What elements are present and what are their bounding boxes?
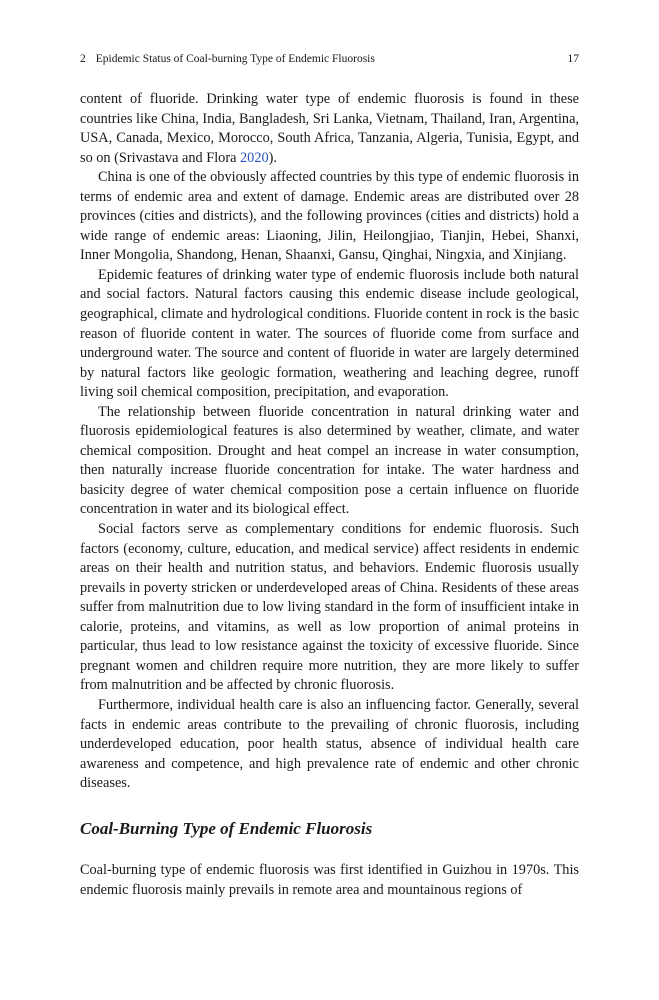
paragraph-3: Epidemic features of drinking water type of endemic fluorosis include both natural and social factors. Natural factors causing this endemic disease include geological, geographical, climate and hydrological conditions. Fluoride content in rock is the basic reason of fluoride content in water. The sources of fluoride come from surface and underground water. The source and content of fluoride in water are largely determined by natural factors like geologic formation, weathering and leaching degree, runoff living soil chemical composition, precipitation, and evaporation. bbox=[80, 266, 579, 401]
citation-link[interactable]: 2020 bbox=[240, 149, 269, 166]
paragraph-4: The relationship between fluoride concentration in natural drinking water and fluorosis epidemiological features is also determined by weather, climate, and water chemical composition. Drought and heat compel an increase in water consumption, then naturally increase fluoride concentration for intake. The water hardness and basicity degree of water chemical composition pose a certain influence on fluoride concentration in water and its biological effect. bbox=[80, 403, 579, 518]
chapter-number: 2 bbox=[80, 53, 86, 65]
paragraph-1-end: ). bbox=[268, 149, 277, 166]
section-heading: Coal-Burning Type of Endemic Fluorosis bbox=[80, 819, 373, 838]
running-header bbox=[80, 51, 579, 67]
paragraph-1-text: content of fluoride. Drinking water type of endemic fluorosis is found in these countries like China, India, Bangladesh, Sri Lanka, Vietnam, Thailand, Iran, Argentina, USA, Canada, Mexico, Morocco, South Africa, Tanzania, Algeria, Tunisia, Egypt, and so on (Srivastava and Flora bbox=[80, 91, 579, 166]
section-paragraph: Coal-burning type of endemic fluorosis was first identified in Guizhou in 1970s. This endemic fluorosis mainly prevails in remote area and mountainous regions of bbox=[80, 862, 579, 898]
paragraph-5: Social factors serve as complementary conditions for endemic fluorosis. Such factors (economy, culture, education, and medical service) affect residents in endemic areas on their health and nutrition status, and behaviors. Endemic fluorosis usually prevails in poverty stricken or underdeveloped areas of China. Residents of these areas suffer from malnutrition due to low living standard in the form of insufficient intake in calorie, proteins, and vitamins, as well as low proportion of animal proteins in particular, thus lead to low resistance against the toxicity of excessive fluoride. Since pregnant women and children require more nutrition, they are more likely to suffer from malnutrition and be affected by chronic fluorosis. bbox=[80, 521, 579, 694]
chapter-title: Epidemic Status of Coal-burning Type of Endemic Fluorosis bbox=[95, 53, 375, 65]
body-text bbox=[80, 90, 579, 794]
paragraph-2: China is one of the obviously affected countries by this type of endemic fluorosis in terms of endemic area and extent of damage. Endemic areas are distributed over 28 provinces (cities and districts), and the following provinces (cities and districts) hold a wide range of endemic areas: Liaoning, Jilin, Heilongjiao, Tianjin, Hebei, Shanxi, Inner Mongolia, Shandong, Henan, Shaanxi, Gansu, Qinghai, Ningxia, and Xinjiang. bbox=[80, 169, 579, 264]
page-number: 17 bbox=[567, 53, 579, 65]
section-body bbox=[80, 861, 579, 900]
chapter-heading bbox=[80, 51, 375, 67]
paragraph-6: Furthermore, individual health care is also an influencing factor. Generally, several facts in endemic areas contribute to the prevailing of chronic fluorosis, including underdeveloped education, poor health status, absence of individual health care awareness and competence, and high prevalence rate of endemic and other chronic diseases. bbox=[80, 696, 579, 792]
paragraph-1 bbox=[80, 90, 579, 168]
